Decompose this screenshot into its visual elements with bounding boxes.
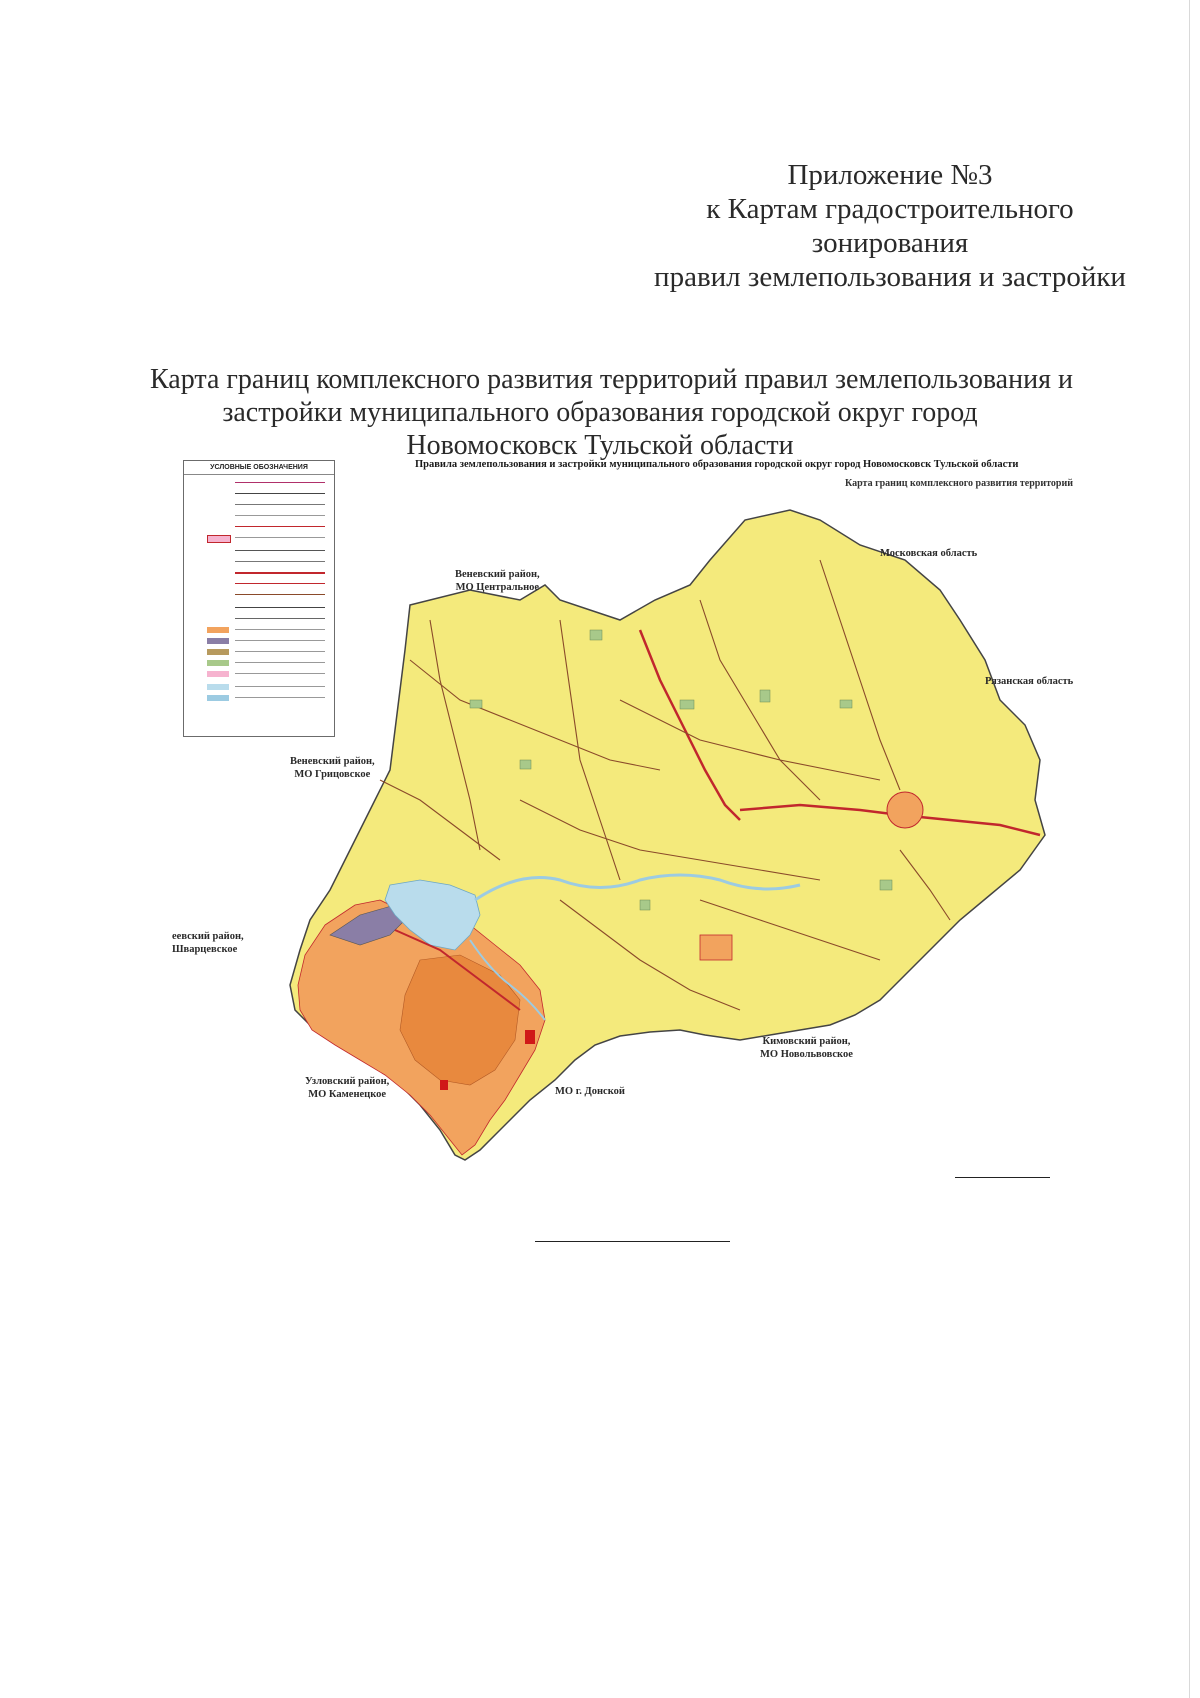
appendix-line-3: зонирования (811, 227, 969, 259)
eastern-town (887, 792, 923, 828)
map-subheader: Карта границ комплексного развития территорий (845, 478, 1073, 489)
title-line-1: Карта границ комплексного развития территорий правил землепользования и (150, 364, 1073, 395)
red-marker-2 (440, 1080, 448, 1090)
legend-row (189, 579, 329, 589)
legend-row (189, 546, 329, 556)
legend-row (189, 500, 329, 510)
label-kireev (172, 930, 244, 956)
title-line-2: застройки муниципального образования городской округ город (222, 397, 978, 428)
appendix-line-1: Приложение №3 (787, 159, 993, 191)
legend-row (189, 614, 329, 624)
title-line-3: Новомосковск Тульской области (406, 430, 794, 461)
scale-bar (955, 1177, 1050, 1178)
legend-row (189, 533, 329, 543)
label-uzlov (305, 1075, 389, 1101)
label-donskoy: МО г. Донской (555, 1086, 625, 1097)
legend-row (189, 693, 329, 703)
label-line: еевский район, (172, 931, 244, 942)
signature-line (535, 1241, 730, 1242)
legend-row (189, 478, 329, 488)
legend-row (189, 568, 329, 578)
label-line: МО Центральное (455, 582, 540, 593)
label-line: МО Грицовское (294, 769, 371, 780)
map-header: Правила землепользования и застройки муниципального образования городской округ город Новомосковск Тульской области (415, 459, 1019, 470)
legend-row (189, 658, 329, 668)
legend-row (189, 511, 329, 521)
map-legend (183, 460, 335, 737)
label-line: МО Новольвовское (760, 1049, 853, 1060)
label-venev-central (455, 568, 540, 594)
label-line: Шварцевское (172, 944, 238, 955)
label-kimov (760, 1035, 853, 1061)
legend-row (189, 647, 329, 657)
label-venev-gritsov (290, 755, 375, 781)
label-line: Узловский район, (305, 1076, 390, 1087)
legend-row (189, 669, 329, 679)
label-line: Веневский район, (455, 569, 540, 580)
legend-row (189, 522, 329, 532)
appendix-line-2: к Картам градостроительного (706, 193, 1074, 225)
legend-row (189, 682, 329, 692)
label-ryazan-region: Рязанская область (985, 676, 1074, 687)
legend-row (189, 590, 329, 600)
red-marker-1 (525, 1030, 535, 1044)
appendix-line-4: правил землепользования и застройки (654, 261, 1126, 293)
label-line: Кимовский район, (762, 1036, 851, 1047)
legend-row (189, 557, 329, 567)
label-line: Веневский район, (290, 756, 375, 767)
legend-row (189, 625, 329, 635)
legend-row (189, 489, 329, 499)
legend-row (189, 603, 329, 613)
central-settlement (700, 935, 732, 960)
label-moscow-region: Московская область (880, 548, 978, 559)
legend-title: УСЛОВНЫЕ ОБОЗНАЧЕНИЯ (184, 461, 334, 475)
label-line: МО Каменецкое (308, 1089, 387, 1100)
legend-row (189, 636, 329, 646)
